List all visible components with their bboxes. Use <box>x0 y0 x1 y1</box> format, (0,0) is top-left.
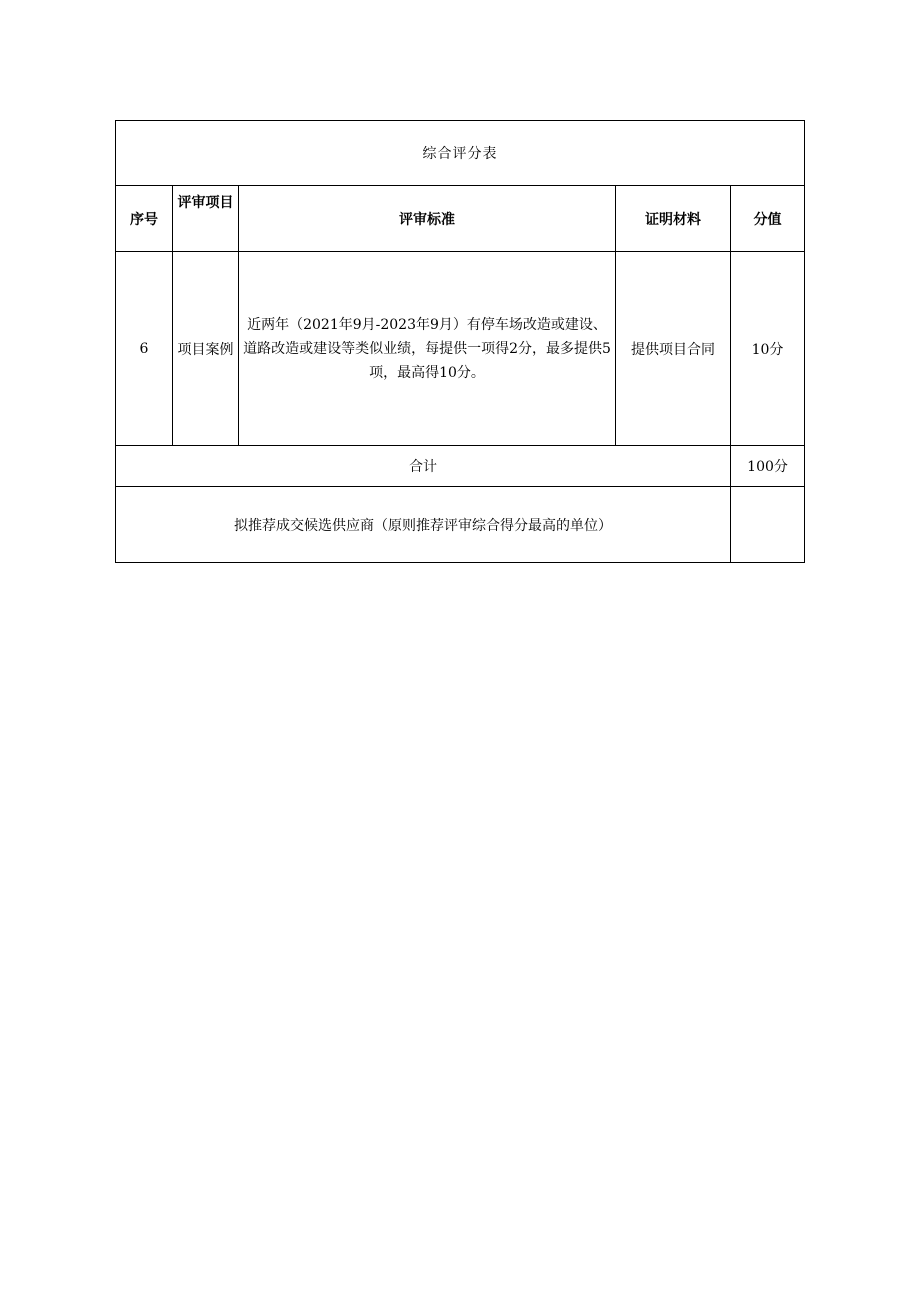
total-label: 合计 <box>116 446 731 487</box>
header-seq: 序号 <box>116 186 173 252</box>
recommend-label: 拟推荐成交候选供应商（原则推荐评审综合得分最高的单位） <box>116 487 731 563</box>
header-item: 评审项目 <box>173 186 239 252</box>
row-criteria: 近两年（2021年9月-2023年9月）有停车场改造或建设、道路改造或建设等类似业绩，每提供一项得2分，最多提供5项，最高得10分。 <box>239 252 616 446</box>
row-score: 10分 <box>731 252 805 446</box>
row-seq: 6 <box>116 252 173 446</box>
row-item: 项目案例 <box>173 252 239 446</box>
header-criteria: 评审标准 <box>239 186 616 252</box>
total-row <box>116 446 805 487</box>
table-row <box>116 252 805 446</box>
scoring-table <box>115 120 805 563</box>
recommend-row <box>116 487 805 563</box>
header-score: 分值 <box>731 186 805 252</box>
total-value: 100分 <box>731 446 805 487</box>
table-title: 综合评分表 <box>116 121 805 186</box>
header-evidence: 证明材料 <box>616 186 731 252</box>
header-row <box>116 186 805 252</box>
title-row <box>116 121 805 186</box>
recommend-value <box>731 487 805 563</box>
row-evidence: 提供项目合同 <box>616 252 731 446</box>
